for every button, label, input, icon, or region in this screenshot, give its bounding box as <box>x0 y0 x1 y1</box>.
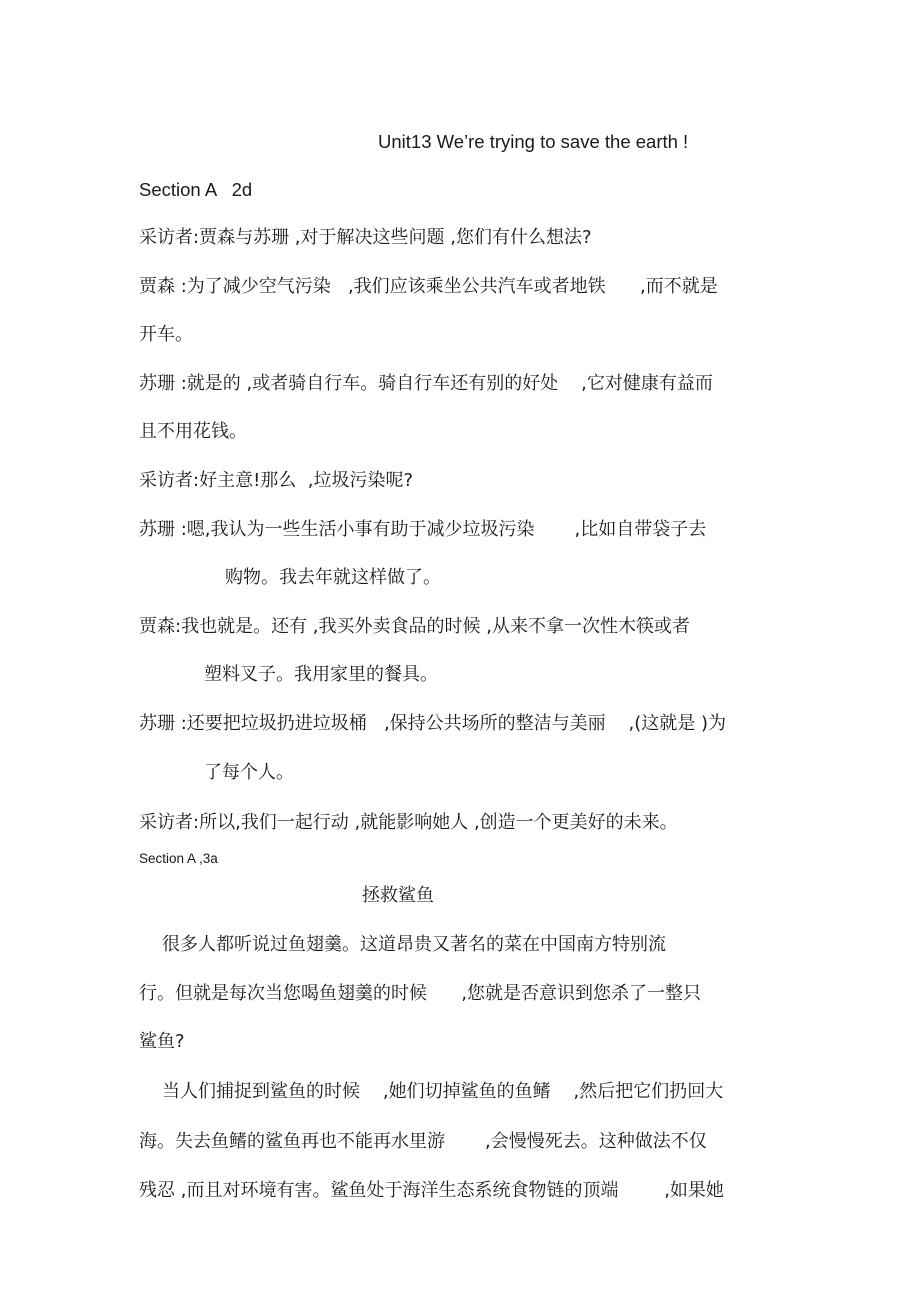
dialogue-line: 了每个人。 <box>204 762 294 783</box>
page-title: Unit13 We’re trying to save the earth ! <box>378 131 689 152</box>
dialogue-line: 开车。 <box>139 324 193 345</box>
dialogue-line: 苏珊 :就是的 ,或者骑自行车。骑自行车还有别的好处 ,它对健康有益而 <box>139 373 713 394</box>
section-2d-heading: Section A 2d <box>139 179 253 200</box>
dialogue-line: 贾森:我也就是。还有 ,我买外卖食品的时候 ,从来不拿一次性木筷或者 <box>139 616 690 637</box>
dialogue-line: 且不用花钱。 <box>139 421 247 442</box>
dialogue-line: 贾森 :为了减少空气污染 ,我们应该乘坐公共汽车或者地铁 ,而不就是 <box>139 276 718 297</box>
paragraph-line: 海。失去鱼鳍的鲨鱼再也不能再水里游 ,会慢慢死去。这种做法不仅 <box>139 1131 707 1152</box>
dialogue-line: 苏珊 :嗯,我认为一些生活小事有助于减少垃圾污染 ,比如自带袋子去 <box>139 519 707 540</box>
dialogue-line: 采访者:好主意!那么 ,垃圾污染呢? <box>139 470 413 491</box>
dialogue-line: 塑料叉子。我用家里的餐具。 <box>204 664 438 685</box>
paragraph-line: 行。但就是每次当您喝鱼翅羹的时候 ,您就是否意识到您杀了一整只 <box>139 983 702 1004</box>
dialogue-line: 采访者:贾森与苏珊 ,对于解决这些问题 ,您们有什么想法? <box>139 227 592 248</box>
section-3a-heading: Section A ,3a <box>139 851 218 866</box>
paragraph-line: 很多人都听说过鱼翅羹。这道昂贵又著名的菜在中国南方特别流 <box>162 934 666 955</box>
dialogue-line: 购物。我去年就这样做了。 <box>225 567 441 588</box>
paragraph-line: 鲨鱼? <box>139 1031 185 1052</box>
passage-title: 拯救鲨鱼 <box>362 885 434 906</box>
dialogue-line: 采访者:所以,我们一起行动 ,就能影响她人 ,创造一个更美好的未来。 <box>139 812 678 833</box>
paragraph-line: 当人们捕捉到鲨鱼的时候 ,她们切掉鲨鱼的鱼鳍 ,然后把它们扔回大 <box>162 1081 724 1102</box>
dialogue-line: 苏珊 :还要把垃圾扔进垃圾桶 ,保持公共场所的整洁与美丽 ,(这就是 )为 <box>139 713 727 734</box>
paragraph-line: 残忍 ,而且对环境有害。鲨鱼处于海洋生态系统食物链的顶端 ,如果她 <box>139 1180 724 1201</box>
